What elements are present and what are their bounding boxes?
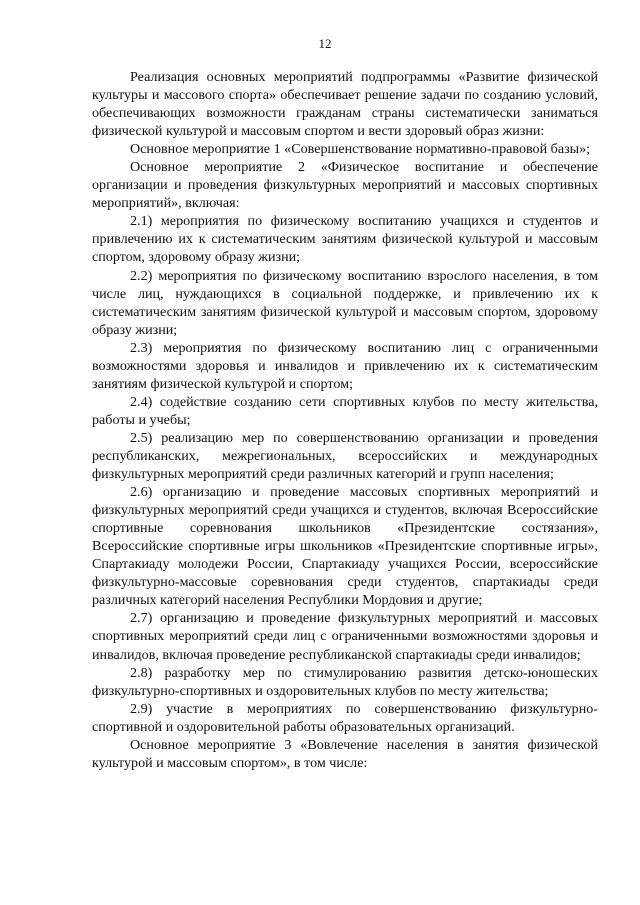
paragraph-item-2-1: 2.1) мероприятия по физическому воспитанию учащихся и студентов и привлечению их к систематическим занятиям физической культурой и массовым спортом, здоровому образу жизни; <box>92 213 598 266</box>
paragraph-item-2-6: 2.6) организацию и проведение массовых спортивных мероприятий и физкультурных мероприятий среди учащихся и студентов, включая Всероссийские спортивные соревнования школьников «Президентские состязания», Всероссийские спортивные игры школьников «Президентские спортивные игры», Спартакиаду молодежи России, Спартакиаду учащихся России, всероссийские физкультурно-массовые соревнования среди студентов, спартакиады среди различных категорий населения Республики Мордовия и другие; <box>92 484 598 609</box>
paragraph-item-2-9: 2.9) участие в мероприятиях по совершенствованию физкультурно-спортивной и оздоровительной работы образовательных организаций. <box>92 700 598 735</box>
page-number: 12 <box>318 36 332 51</box>
paragraph-measure-3: Основное мероприятие 3 «Вовлечение населения в занятия физической культурой и массовым спортом», в том числе: <box>92 736 598 771</box>
paragraph-item-2-5: 2.5) реализацию мер по совершенствованию организации и проведения республиканских, межрегиональных, всероссийских и международных физкультурных мероприятий среди различных категорий и групп населения; <box>92 429 598 483</box>
paragraph-measure-1: Основное мероприятие 1 «Совершенствование нормативно-правовой базы»; <box>130 141 591 158</box>
paragraph-measure-2: Основное мероприятие 2 «Физическое воспитание и обеспечение организации и проведения физкультурных мероприятий и массовых спортивных мероприятий», включая: <box>92 159 598 212</box>
paragraph-item-2-7: 2.7) организацию и проведение физкультурных мероприятий и массовых спортивных мероприятий среди лиц с ограниченными возможностями здоровья и инвалидов, включая проведение республиканской спартакиады среди инвалидов; <box>92 610 598 663</box>
document-body <box>92 68 598 772</box>
paragraph-item-2-4: 2.4) содействие созданию сети спортивных клубов по месту жительства, работы и учебы; <box>92 393 598 428</box>
paragraph-item-2-2: 2.2) мероприятия по физическому воспитанию взрослого населения, в том числе лиц, нуждающихся в социальной поддержке, и привлечению их к систематическим занятиям физической культурой и массовым спортом, здоровому образу жизни; <box>92 267 598 338</box>
paragraph-item-2-8: 2.8) разработку мер по стимулированию развития детско-юношеских физкультурно-спортивных и оздоровительных клубов по месту жительства; <box>92 664 598 699</box>
paragraph-item-2-3: 2.3) мероприятия по физическому воспитанию лиц с ограниченными возможностями здоровья и инвалидов и привлечению их к систематическим занятиям физической культурой и спортом; <box>92 339 598 392</box>
paragraph-intro: Реализация основных мероприятий подпрограммы «Развитие физической культуры и массового спорта» обеспечивает решение задачи по созданию условий, обеспечивающих возможности гражданам страны систематически заниматься физической культурой и массовым спортом и вести здоровый образ жизни: <box>92 69 598 140</box>
